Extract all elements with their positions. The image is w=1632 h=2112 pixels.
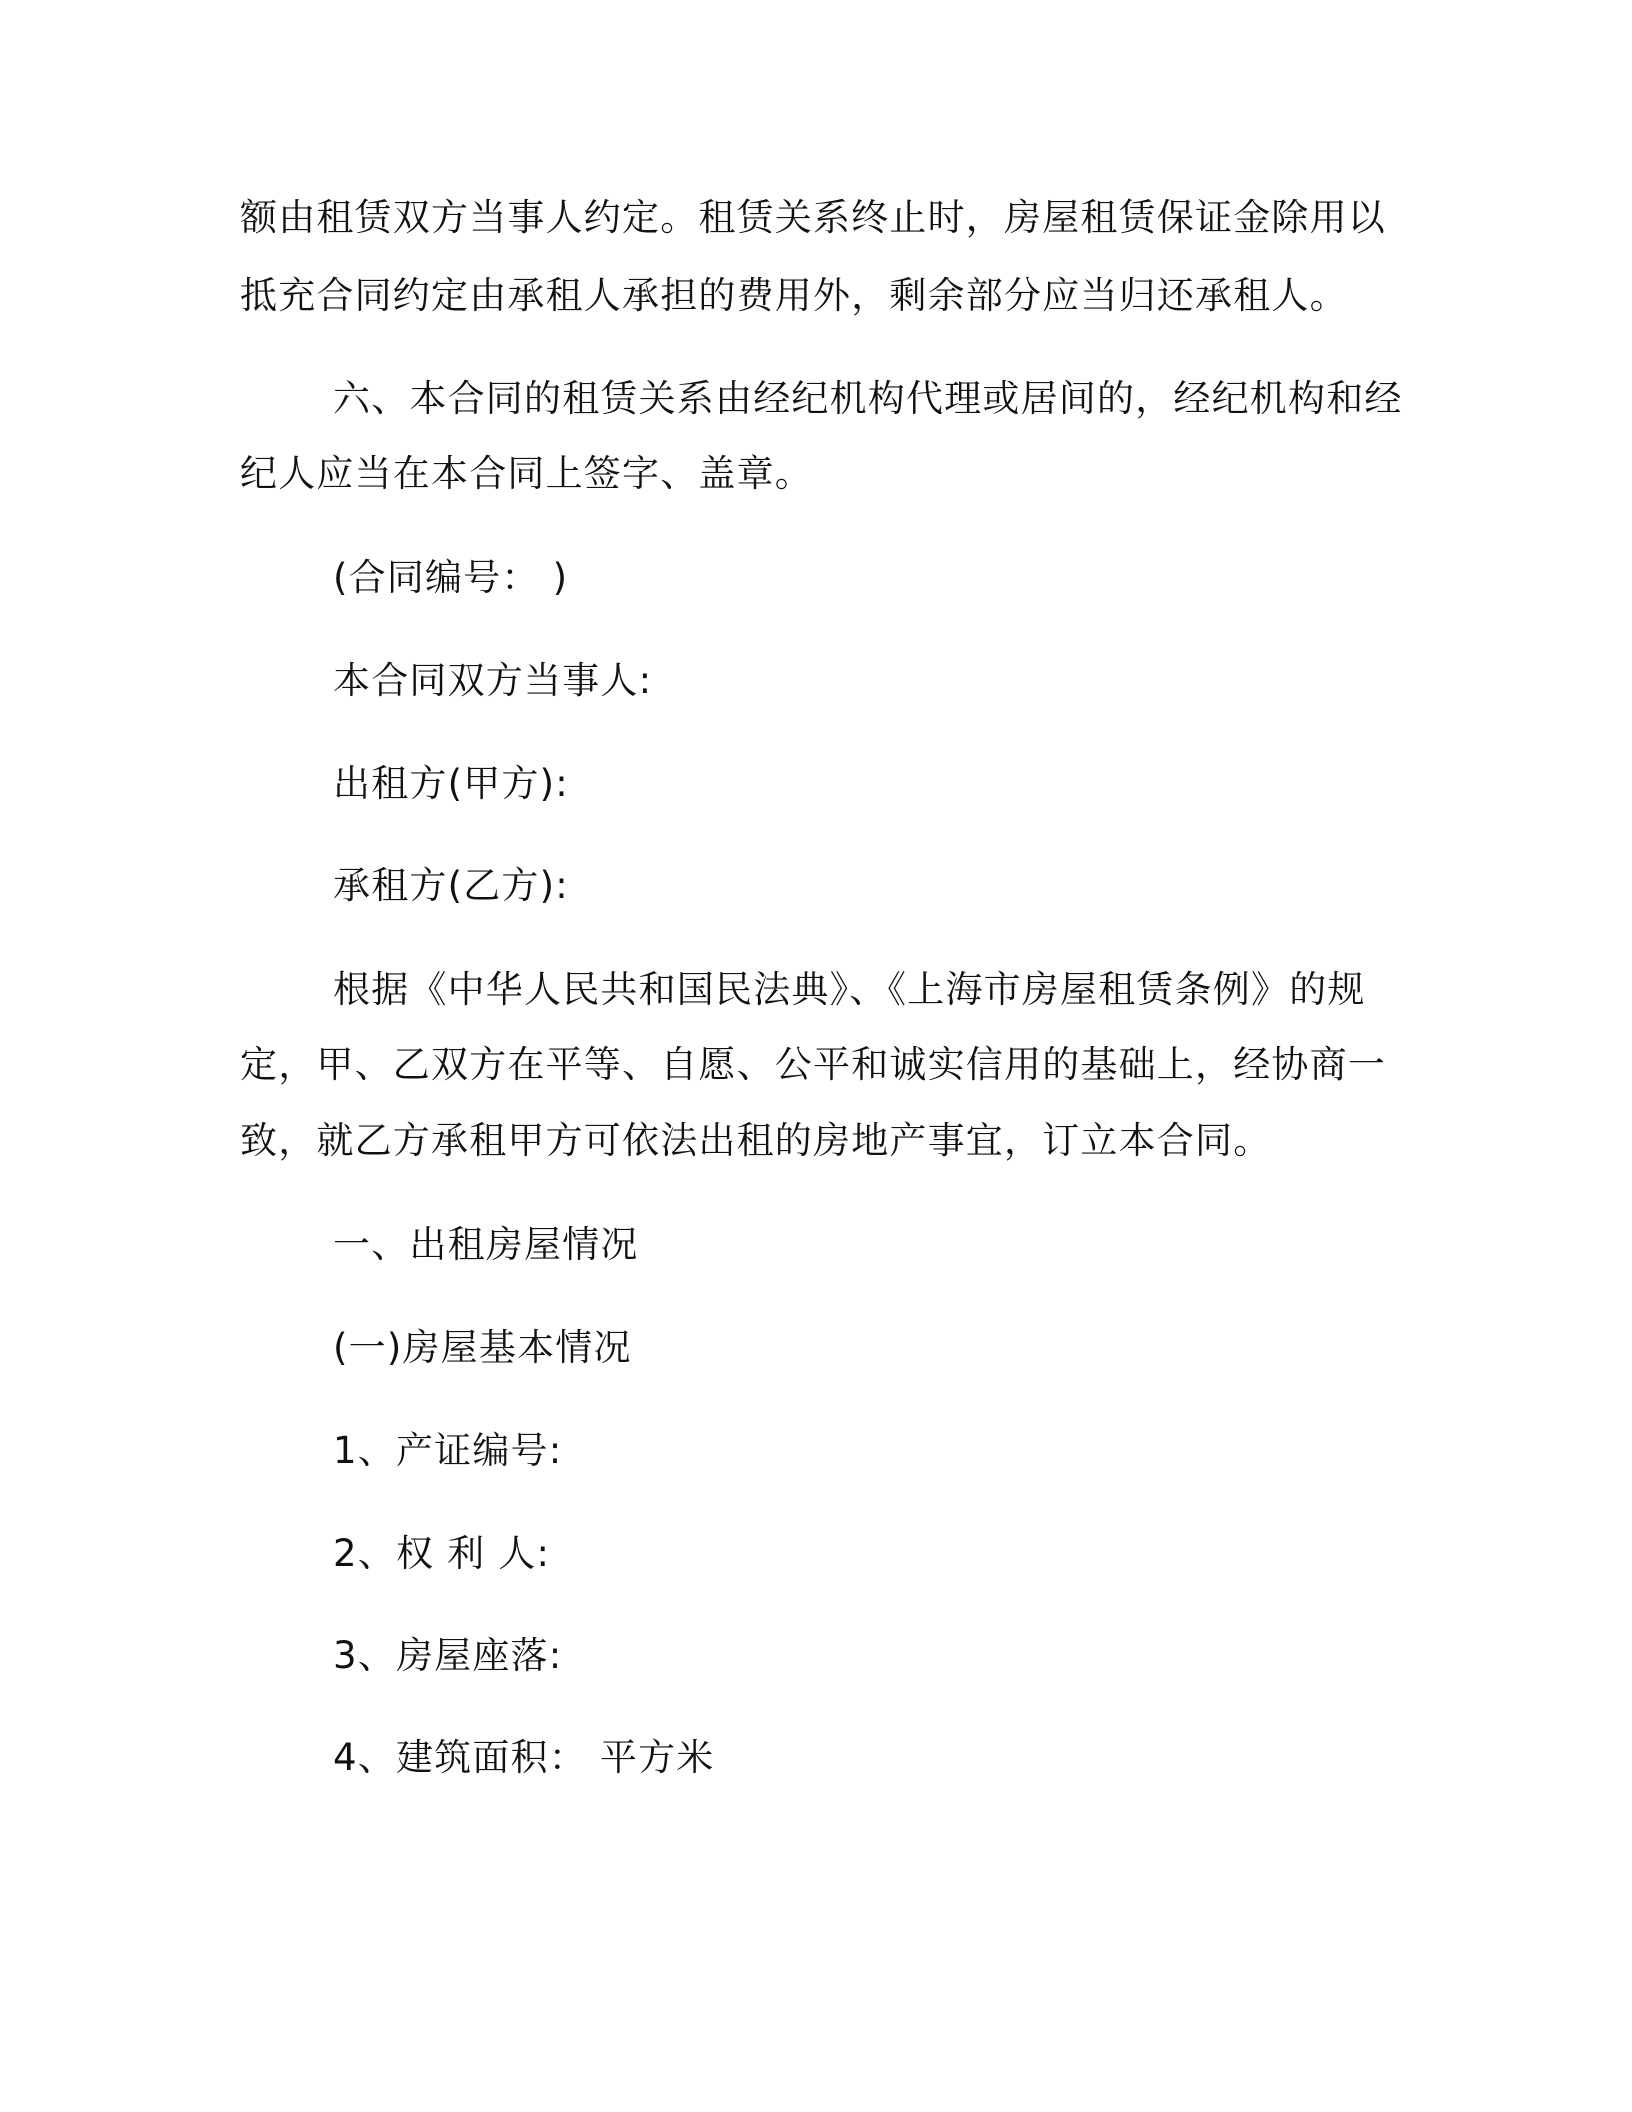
preamble-line-1: 根据《中华人民共和国民法典》、《上海市房屋租赁条例》的规 xyxy=(333,968,1366,1011)
lessee-label: 承租方(乙方): xyxy=(333,864,569,907)
lessor-label: 出租方(甲方): xyxy=(333,762,569,805)
item-floor-area: 4、建筑面积： 平方米 xyxy=(333,1736,715,1779)
item-certificate-number: 1、产证编号: xyxy=(333,1429,563,1472)
section-1-heading: 一、出租房屋情况 xyxy=(333,1223,639,1266)
paragraph-6-line-2: 纪人应当在本合同上签字、盖章。 xyxy=(240,452,813,495)
preamble-line-3: 致，就乙方承租甲方可依法出租的房地产事宜，订立本合同。 xyxy=(240,1119,1272,1162)
paragraph-5-line-1: 额由租赁双方当事人约定。租赁关系终止时，房屋租赁保证金除用以 xyxy=(240,196,1386,239)
item-property-location: 3、房屋座落: xyxy=(333,1634,563,1677)
preamble-line-2: 定，甲、乙双方在平等、自愿、公平和诚实信用的基础上，经协商一 xyxy=(240,1043,1386,1086)
contract-number: (合同编号： ) xyxy=(333,556,569,599)
subsection-1-heading: (一)房屋基本情况 xyxy=(333,1326,632,1369)
paragraph-5-line-2: 抵充合同约定由承租人承担的费用外，剩余部分应当归还承租人。 xyxy=(240,274,1348,317)
paragraph-6-line-1: 六、本合同的租赁关系由经纪机构代理或居间的，经纪机构和经 xyxy=(333,377,1403,420)
item-right-holder: 2、权 利 人: xyxy=(333,1532,551,1575)
parties-heading: 本合同双方当事人: xyxy=(333,659,653,702)
